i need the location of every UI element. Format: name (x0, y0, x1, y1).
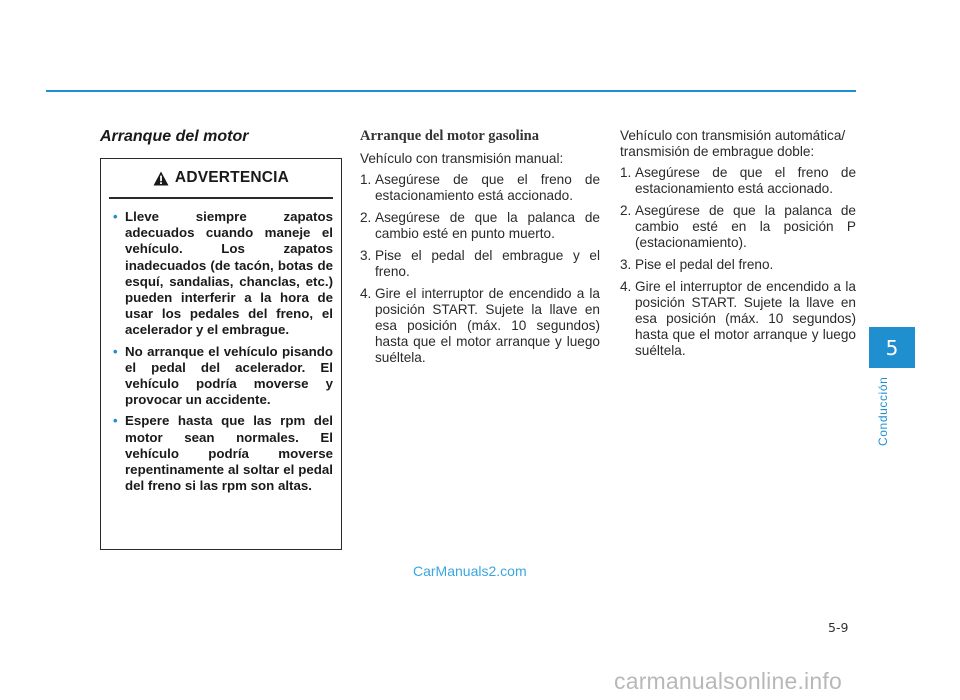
automatic-intro: Vehículo con transmisión automática/ transmisión de embrague doble: (620, 128, 846, 159)
automatic-steps (620, 165, 856, 359)
subsection-title: Arranque del motor gasolina (360, 128, 539, 144)
warning-triangle-icon (153, 171, 169, 186)
warning-item: • Lleve siempre zapatos adecuados cuando maneje el vehículo. Los zapatos inadecuados (de tacón, botas de esquí, sandalias, chanclas, etc.) pueden interferir a la hora de usar los pedales del freno, el acelerador y el embrague. (113, 209, 333, 338)
warning-item: • Espere hasta que las rpm del motor sean normales. El vehículo podría moverse repentinamente al soltar el pedal del freno si las rpm son altas. (113, 413, 333, 494)
warning-header (109, 159, 333, 199)
step-item: 1. Asegúrese de que el freno de estacionamiento está accionado. (620, 165, 856, 196)
warning-box (100, 158, 342, 550)
step-item: 3. Pise el pedal del freno. (620, 257, 774, 272)
left-column (100, 128, 342, 550)
header-rule (46, 90, 856, 92)
bullet-icon: • (113, 413, 118, 429)
step-item: 2. Asegúrese de que la palanca de cambio esté en la posición P (estacionamiento). (620, 203, 856, 250)
watermark-link[interactable]: CarManuals2.com (413, 563, 527, 579)
manual-steps (360, 172, 600, 366)
chapter-label (876, 376, 896, 446)
watermark-bottom: carmanualsonline.info (614, 668, 842, 694)
bullet-icon: • (113, 209, 118, 224)
warning-item: • No arranque el vehículo pisando el pedal del acelerador. El vehículo podría moverse y provocar un accidente. (113, 343, 333, 408)
section-title: Arranque del motor (100, 128, 249, 145)
step-item: 4. Gire el interruptor de encendido a la posición START. Sujete la llave en esa posición (máx. 10 segundos) hasta que el motor arranque y luego suéltela. (620, 279, 856, 358)
bullet-icon: • (113, 343, 118, 359)
chapter-tab: 5 (869, 327, 915, 368)
step-item: 4. Gire el interruptor de encendido a la posición START. Sujete la llave en esa posición (máx. 10 segundos) hasta que el motor arranque y luego suéltela. (360, 286, 600, 365)
page-number: 5-9 (828, 620, 849, 635)
step-item: 2. Asegúrese de que la palanca de cambio esté en punto muerto. (360, 210, 600, 241)
warning-list (101, 199, 341, 494)
warning-title: ADVERTENCIA (174, 169, 290, 186)
chapter-label-text: Conducción (876, 376, 890, 446)
step-item: 3. Pise el pedal del embrague y el freno. (360, 248, 600, 279)
middle-column (360, 128, 600, 372)
manual-intro: Vehículo con transmisión manual: (360, 151, 564, 166)
right-column (620, 128, 856, 365)
step-item: 1. Asegúrese de que el freno de estacionamiento está accionado. (360, 172, 600, 203)
